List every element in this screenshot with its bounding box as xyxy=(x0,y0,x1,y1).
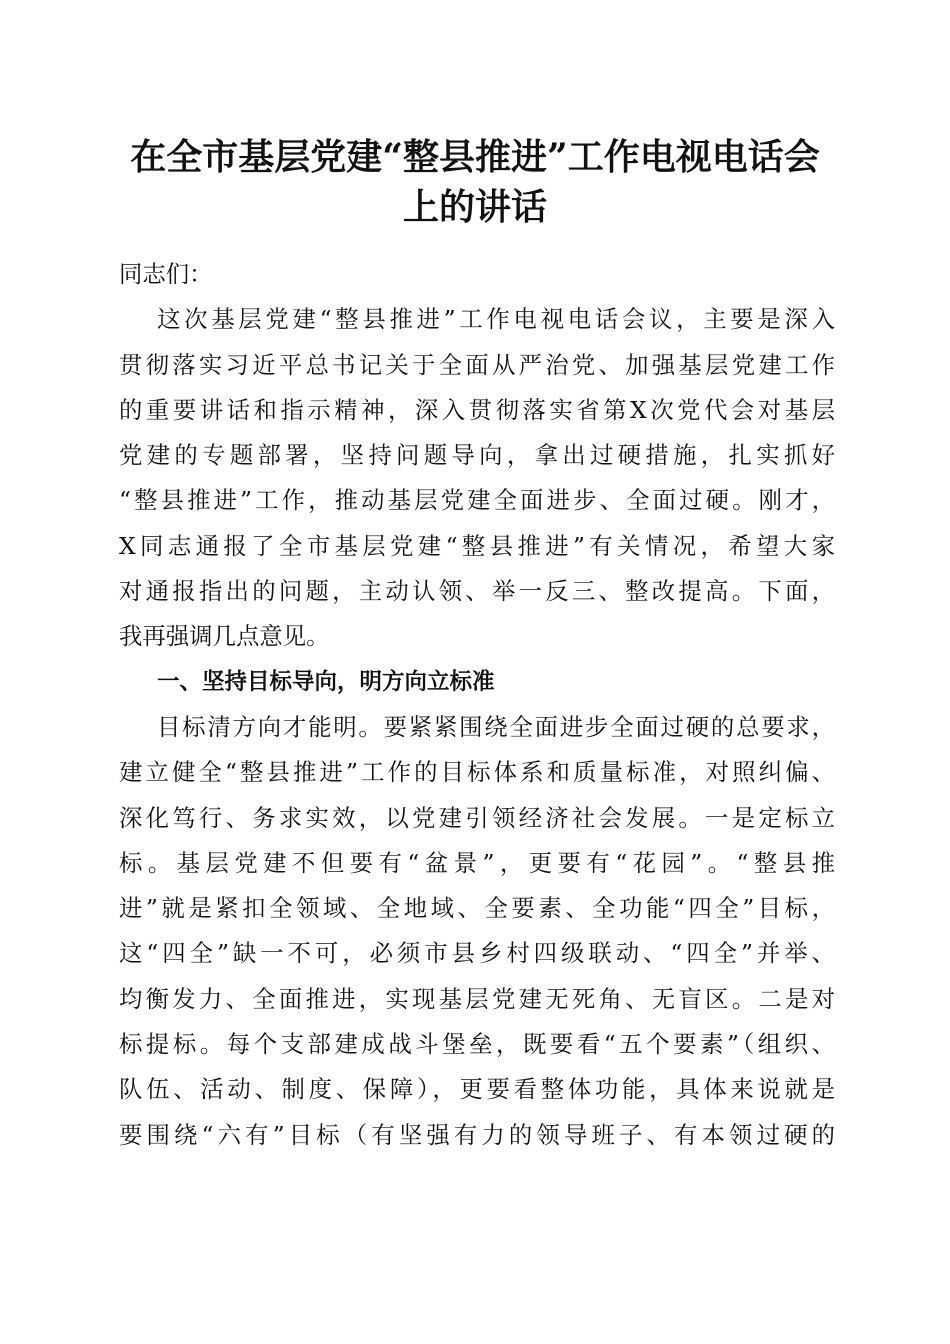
title-line-1: 在全市基层党建“整县推进”工作电视电话会 xyxy=(130,136,820,178)
paragraph-2-line: 这“四全”缺一不可，必须市县乡村四级联动、“四全”并举、 xyxy=(119,939,835,968)
document-body xyxy=(119,252,835,1158)
salutation: 同志们： xyxy=(119,260,213,288)
paragraph-1-line: 对通报指出的问题，主动认领、举一反三、整改提高。下面， xyxy=(119,577,835,606)
paragraph-2-line: 目标清方向才能明。要紧紧围绕全面进步全面过硬的总要求， xyxy=(157,712,835,741)
paragraph-2-line: 建立健全“整县推进”工作的目标体系和质量标准，对照纠偏、 xyxy=(119,758,835,787)
title-line-2: 上的讲话 xyxy=(402,186,547,228)
paragraph-1-line: 的重要讲话和指示精神，深入贯彻落实省第X次党代会对基层 xyxy=(119,395,835,424)
paragraph-1-line: 我再强调几点意见。 xyxy=(119,622,330,651)
paragraph-2-line: 深化笃行、务求实效，以党建引领经济社会发展。一是定标立 xyxy=(119,803,835,832)
paragraph-2-line: 队伍、活动、制度、保障），更要看整体功能，具体来说就是 xyxy=(119,1075,835,1104)
paragraph-2-line: 标提标。每个支部建成战斗堡垒，既要看“五个要素”（组织、 xyxy=(119,1030,835,1059)
paragraph-1-line: 这次基层党建“整县推进”工作电视电话会议，主要是深入 xyxy=(157,305,835,334)
paragraph-1-line: “整县推进”工作，推动基层党建全面进步、全面过硬。刚才， xyxy=(119,486,835,515)
paragraph-2-line: 标。基层党建不但要有“盆景”，更要有“花园”。“整县推 xyxy=(119,848,835,877)
document-title xyxy=(100,132,850,232)
paragraph-2-line: 要围绕“六有”目标（有坚强有力的领导班子、有本领过硬的 xyxy=(119,1120,835,1149)
paragraph-2-line: 均衡发力、全面推进，实现基层党建无死角、无盲区。二是对 xyxy=(119,984,835,1013)
section-1-heading: 一、坚持目标导向，明方向立标准 xyxy=(157,668,495,695)
paragraph-1-line: X同志通报了全市基层党建“整县推进”有关情况，希望大家 xyxy=(119,531,835,560)
paragraph-1-line: 党建的专题部署，坚持问题导向，拿出过硬措施，扎实抓好 xyxy=(119,441,835,470)
paragraph-2-line: 进”就是紧扣全领域、全地域、全要素、全功能“四全”目标， xyxy=(119,894,835,923)
paragraph-1-line: 贯彻落实习近平总书记关于全面从严治党、加强基层党建工作 xyxy=(119,350,835,379)
